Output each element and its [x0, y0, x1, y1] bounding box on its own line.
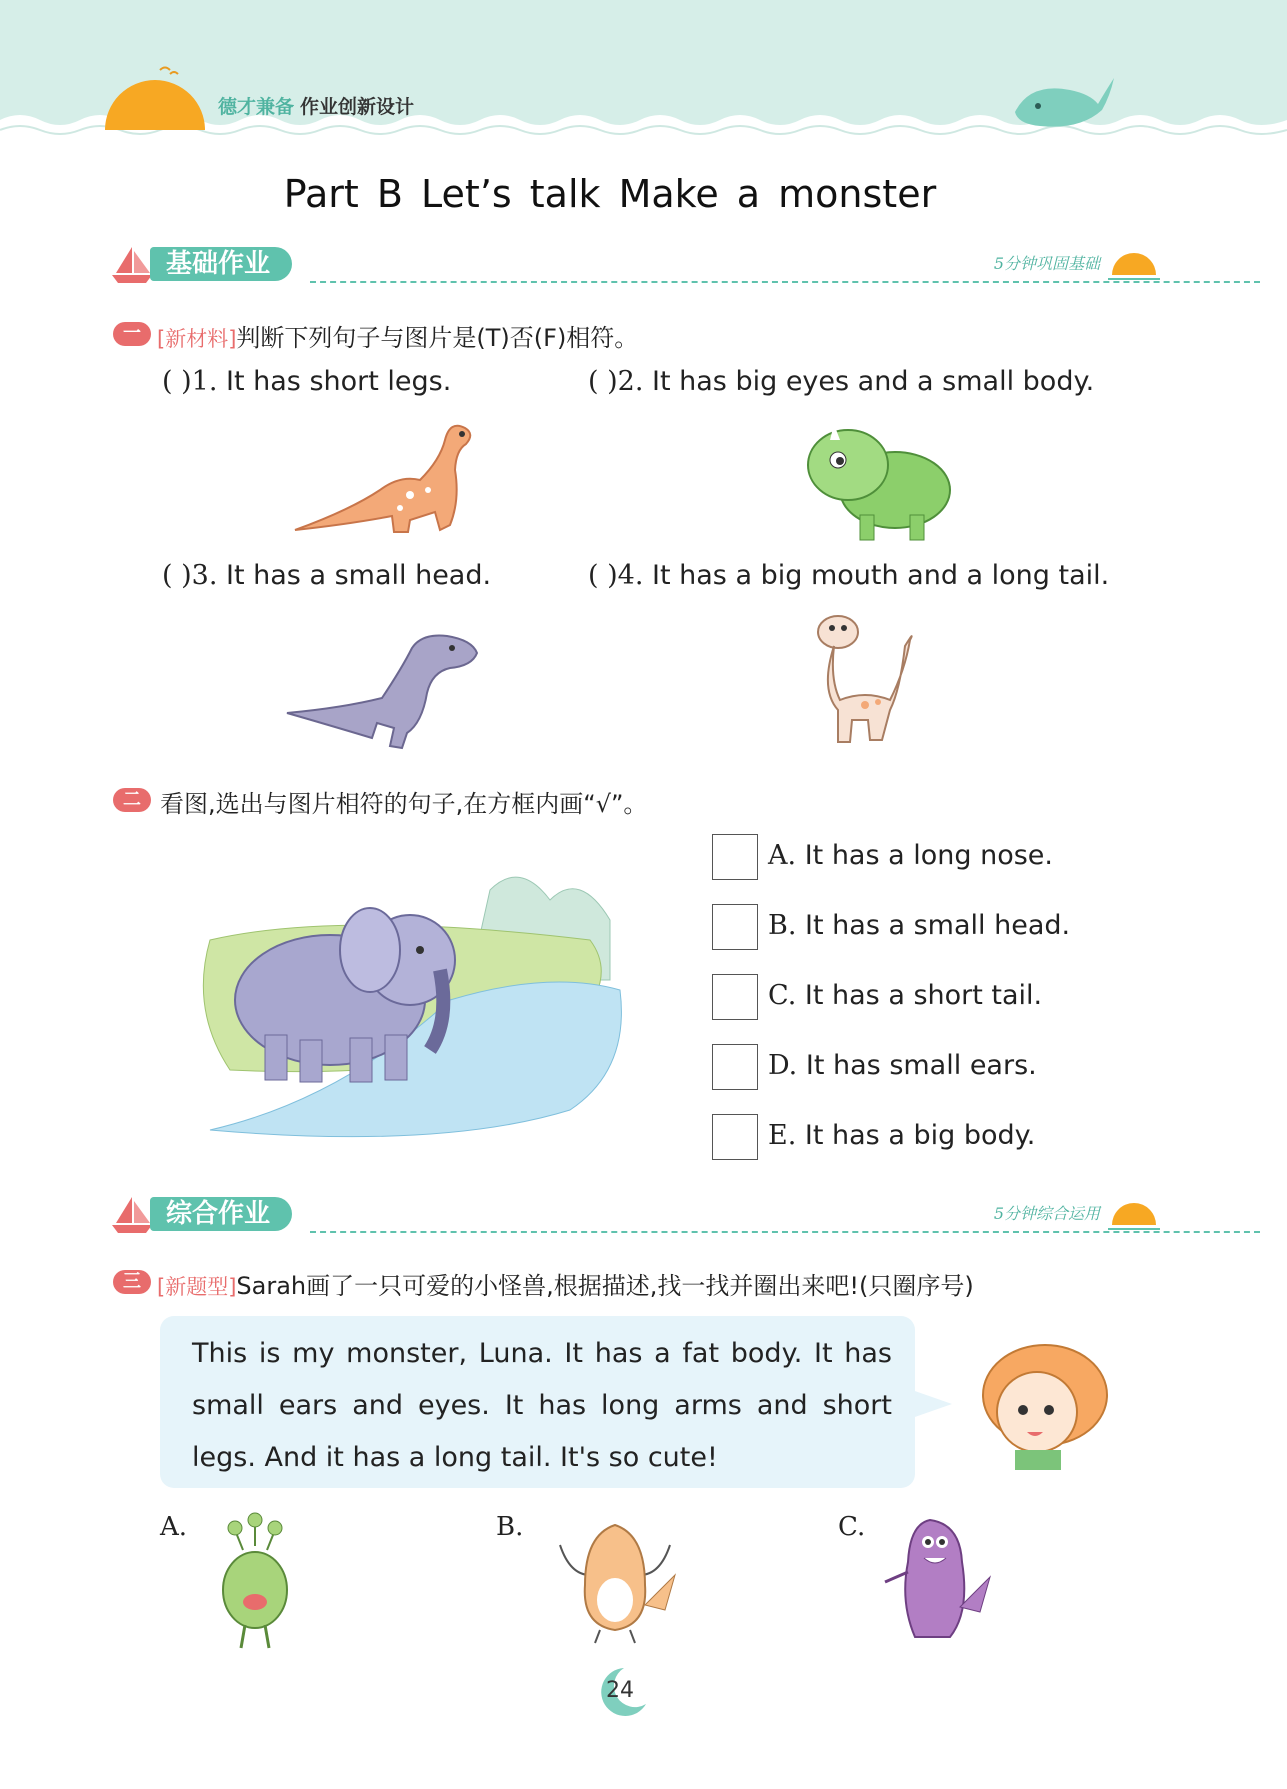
q1-item-4: [588, 560, 1109, 591]
question-number-1: 一: [113, 322, 151, 346]
option-d: [768, 1050, 1037, 1081]
option-a: [768, 840, 1053, 871]
question-number-3: 三: [113, 1270, 151, 1294]
question-2-text: 看图,选出与图片相符的句子,在方框内画“√”。: [160, 790, 648, 818]
question-3-text: Sarah画了一只可爱的小怪兽,根据描述,找一找并圈出来吧!(只圈序号): [236, 1272, 974, 1300]
question-1-tag: [新材料]: [157, 327, 237, 351]
q1-item-text: It has big eyes and a small body.: [652, 366, 1095, 397]
option-b: [768, 910, 1070, 941]
section-subtitle-basic: 5分钟巩固基础: [993, 254, 1100, 273]
q1-item-text: It has a small head.: [226, 560, 492, 591]
answer-blank[interactable]: ( )4.: [588, 560, 644, 591]
choice-c-label[interactable]: C.: [838, 1512, 866, 1542]
answer-blank[interactable]: ( )2.: [588, 366, 644, 397]
monster-b-image: [550, 1515, 680, 1645]
question-3-header: [157, 1266, 974, 1301]
checkbox-a[interactable]: [712, 834, 758, 880]
sunset-icon: [1108, 245, 1160, 285]
answer-blank[interactable]: ( )3.: [162, 560, 218, 591]
monster-a-image: [215, 1510, 295, 1650]
speech-bubble-tail: [912, 1390, 952, 1420]
option-letter: B.: [768, 910, 797, 941]
pink-dinosaur-image: [810, 610, 930, 750]
section-banner-basic: [110, 245, 1160, 283]
sun-icon: [100, 60, 210, 130]
question-1-text: 判断下列句子与图片是(T)否(F)相符。: [236, 324, 639, 352]
option-text: It has small ears.: [805, 1050, 1037, 1081]
question-1-header: [157, 318, 638, 353]
checkbox-c[interactable]: [712, 974, 758, 1020]
section-subtitle-comprehensive: 5分钟综合运用: [993, 1204, 1100, 1223]
grey-dinosaur-image: [282, 628, 482, 753]
page-number: 24: [606, 1678, 634, 1703]
brand: [218, 92, 414, 119]
orange-dinosaur-image: [290, 420, 490, 540]
sailboat-icon: [110, 1195, 154, 1235]
option-text: It has a long nose.: [804, 840, 1054, 871]
option-text: It has a big body.: [804, 1120, 1036, 1151]
q1-item-3: [162, 560, 491, 591]
q1-item-text: It has a big mouth and a long tail.: [652, 560, 1110, 591]
whale-icon: [1010, 72, 1120, 132]
option-c: [768, 980, 1042, 1011]
section-label-basic: 基础作业: [150, 247, 292, 281]
sunset-icon: [1108, 1195, 1160, 1235]
checkbox-e[interactable]: [712, 1114, 758, 1160]
brand-part1: 德才兼备: [218, 96, 295, 118]
answer-blank[interactable]: ( )1.: [162, 366, 218, 397]
q1-item-text: It has short legs.: [226, 366, 452, 397]
page-title: Part B Let’s talk Make a monster: [283, 172, 937, 216]
monster-c-image: [880, 1512, 1000, 1647]
checkbox-d[interactable]: [712, 1044, 758, 1090]
question-3-tag: [新题型]: [157, 1275, 237, 1299]
option-letter: D.: [768, 1050, 798, 1081]
section-banner-comprehensive: [110, 1195, 1160, 1233]
sailboat-icon: [110, 245, 154, 285]
girl-sarah-image: [975, 1340, 1115, 1470]
q1-item-2: [588, 366, 1094, 397]
brand-part2: 作业创新设计: [300, 96, 415, 118]
speech-bubble-text: This is my monster, Luna. It has a fat body. It has small ears and eyes. It has long arms and short legs. And it has a long tail. It's so cute!: [192, 1338, 892, 1473]
choice-b-label[interactable]: B.: [496, 1512, 524, 1542]
option-text: It has a small head.: [805, 910, 1071, 941]
checkbox-b[interactable]: [712, 904, 758, 950]
question-number-2: 二: [113, 788, 151, 812]
q1-item-1: [162, 366, 451, 397]
option-letter: C.: [768, 980, 797, 1011]
section-label-comprehensive: 综合作业: [150, 1197, 292, 1231]
option-text: It has a short tail.: [804, 980, 1043, 1011]
choice-a-label[interactable]: A.: [160, 1512, 188, 1542]
option-e: [768, 1120, 1035, 1151]
elephant-river-image: [190, 850, 630, 1150]
green-triceratops-image: [800, 410, 960, 545]
option-letter: E.: [768, 1120, 797, 1151]
option-letter: A.: [768, 840, 797, 871]
